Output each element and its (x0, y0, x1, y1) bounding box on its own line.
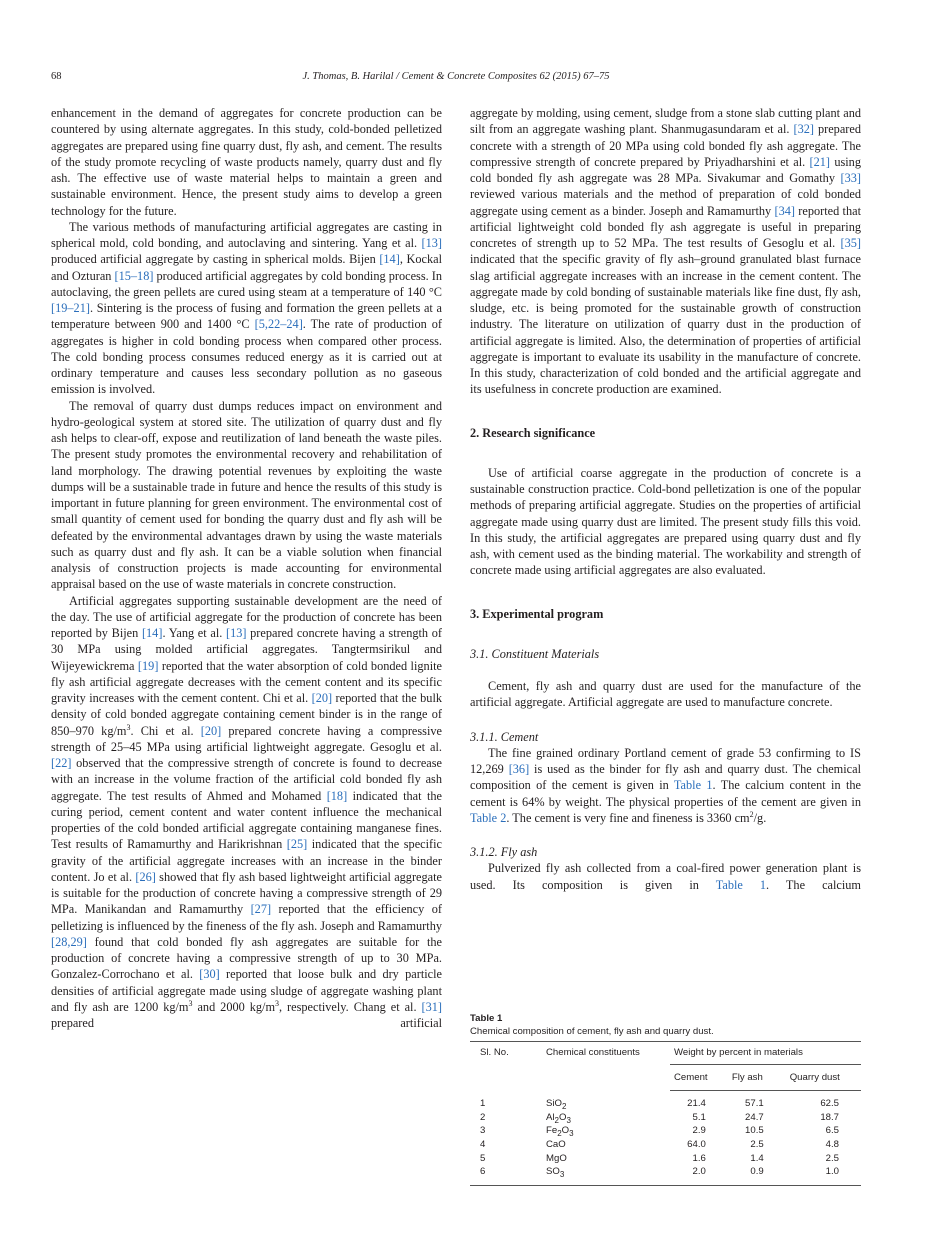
text-run: /g. (753, 810, 767, 825)
superscript: 3 (188, 998, 193, 1008)
header-weight-group: Weight by percent in materials (670, 1042, 861, 1065)
text-run: using cold bonded fly ash aggregate was 28 MPa. Sivakumar and Gomathy (470, 154, 861, 185)
text-run: . The rate of production of aggregates is higher in cold bonding process when compared other process. The cold bonding process consumes reduced energy as it is carried out at ordinary temperature and causes less secondary pollution as no gaseous emission is involved. (51, 317, 442, 397)
text-run: , Kockal and Ozturan (51, 252, 442, 283)
header-cement: Cement (670, 1064, 728, 1091)
section-heading: 3. Experimental program (470, 606, 604, 621)
text-run: reported that artificial lightweight cold bonded fly ash aggregate is useful in preparing concretes of strength up to 52 MPa. The test results of Gesoglu et al. (470, 203, 861, 250)
right-column (470, 105, 861, 893)
cell-constituent (542, 1111, 670, 1125)
header-constituents: Chemical constituents (546, 1047, 640, 1058)
paragraph (470, 465, 861, 579)
cell-quarry-dust: 62.5 (820, 1098, 839, 1110)
formula-subscript: 3 (569, 1129, 574, 1139)
citation-link[interactable]: [27] (250, 902, 272, 917)
header-sl-no: Sl. No. (480, 1047, 509, 1058)
text-run: reported that the bulk density of cold bonded aggregate containing cement binder is in the range of 850–970 kg/m (51, 691, 443, 738)
cell-quarry-dust: 2.5 (825, 1152, 839, 1164)
text-run: prepared artificial (51, 1016, 442, 1030)
text-run: . The calcium content in the cement is 64% by weight. The physical properties of the cement are given in (470, 778, 861, 809)
citation-link[interactable]: [25] (286, 837, 308, 852)
citation-link[interactable]: [5,22–24] (254, 317, 303, 332)
paragraph (51, 398, 442, 593)
citation-link[interactable]: [19–21] (51, 301, 90, 315)
citation-link[interactable]: [13] (421, 236, 442, 250)
paragraph (470, 745, 861, 826)
table-row (470, 1138, 861, 1152)
cell-sl-no: 6 (480, 1166, 486, 1178)
journal-citation: J. Thomas, B. Harilal / Cement & Concrete Composites 62 (2015) 67–75 (302, 71, 610, 82)
citation-link[interactable]: [19] (137, 658, 159, 673)
cell-cement: 5.1 (692, 1111, 706, 1123)
text-run: prepared concrete having a strength of 30 MPa using molded artificial aggregates. Tangtermsirikul and Wijeyewickrema (51, 626, 442, 673)
text-run: The removal of quarry dust dumps reduces impact on environment and hydro-geological system at stored site. The utilization of quarry dust and fly ash helps to clear-off, expose and reutilization of land beneath the waste piles. The present study promotes the environmental recovery and rehabilitation of land morphology. The drawing potential revenues by exploiting the waste dumps will be a sustainable trade in future and hence the results of this study is important in future planning for green environment. The environmental cost of small quantity of cement used for bonding the quarry dust and fly ash will be defeated by the environmental advantages drawn by using the waste materials such as quarry dust and fly ash. It can be a viable solution when financial analysis of construction projects is made accounting for environmental appraisal based on the use of waste materials in concrete construction. (51, 398, 442, 592)
cell-sl-no: 1 (480, 1097, 486, 1109)
text-run: is used as the binder for fly ash and quarry dust. The chemical composition of the cement is given in (470, 762, 861, 793)
text-run: , respectively. Chang et al. (279, 999, 422, 1014)
citation-link[interactable]: Table 1 (673, 778, 713, 793)
table-caption: Chemical composition of cement, fly ash and quarry dust. (470, 1026, 714, 1037)
cell-sl-no: 5 (480, 1152, 486, 1164)
citation-link[interactable]: [20] (311, 691, 333, 705)
subsection-heading: 3.1.1. Cement (470, 729, 539, 744)
table-row (470, 1124, 861, 1138)
superscript: 2 (749, 809, 754, 819)
table-row (470, 1091, 861, 1111)
table-1 (470, 1013, 861, 1186)
cell-constituent (542, 1165, 670, 1185)
citation-link[interactable]: [35] (840, 236, 861, 250)
cell-fly-ash: 2.5 (750, 1138, 764, 1150)
cell-fly-ash: 24.7 (745, 1111, 764, 1123)
header-fly-ash: Fly ash (728, 1064, 786, 1091)
cell-sl-no: 2 (480, 1111, 486, 1123)
citation-link[interactable]: [33] (840, 171, 861, 185)
superscript: 3 (126, 722, 131, 732)
cell-fly-ash: 57.1 (745, 1098, 764, 1110)
section-heading: 2. Research significance (470, 425, 596, 440)
cell-quarry-dust: 1.0 (825, 1166, 839, 1178)
cell-constituent (542, 1124, 670, 1138)
citation-link[interactable]: Table 2 (470, 810, 507, 825)
table-row (470, 1165, 861, 1185)
cell-cement: 1.6 (692, 1152, 706, 1164)
cell-fly-ash: 1.4 (750, 1152, 764, 1164)
text-run: . The cement is very fine and fineness is 3360 cm (506, 810, 750, 825)
formula-subscript: 3 (559, 1170, 565, 1180)
text-run: reported that the efficiency of pelletizing is influenced by the fineness of the fly ash. Joseph and Ramamurthy (51, 902, 442, 933)
chemical-composition-table (470, 1041, 861, 1186)
text-run: indicated that the specific gravity of fly ash–ground granulated blast furnace slag artificial aggregate increases with an increase in the cement content. The aggregate made by cold bonding of sustainable materials like fine dust, fly ash, sludge, etc. is being promoted for the sustainable growth of construction industry. The literature on utilization of quarry dust in the production of artificial aggregate is limited. Also, the determination of properties of artificial aggregate is important to evaluate its usability in the manufacture of concrete. In this study, characterization of cold bonded and the artificial aggregate and its usefulness in concrete production are examined. (470, 252, 861, 397)
cell-quarry-dust: 6.5 (825, 1125, 839, 1137)
text-run: produced artificial aggregate by casting in spherical molds. Bijen (51, 252, 380, 267)
text-run: . The calcium (766, 877, 861, 892)
table-title: Table 1 (470, 1013, 503, 1024)
formula-subscript: 3 (566, 1115, 571, 1125)
text-run: indicated that the curing period, cement content and water content influence the mechanical properties of the cold bonded artificial aggregate containing manganese fines. Test results of Ramamurthy and Harikrishnan (51, 788, 442, 852)
citation-link[interactable]: [20] (200, 723, 222, 738)
citation-link[interactable]: [13] (225, 626, 247, 640)
text-run: prepared concrete having a compressive strength of 25–45 MPa using artificial lightweight aggregate. Gesoglu et al. (51, 723, 442, 754)
formula-part: SO (546, 1166, 560, 1178)
text-run: . Chi et al. (130, 723, 201, 738)
formula-part: Fe (546, 1125, 558, 1137)
cell-sl-no: 3 (480, 1125, 486, 1137)
text-run: Artificial aggregates supporting sustainable development are the need of the day. The use of artificial aggregate for the production of concrete has been reported by Bijen (51, 593, 442, 640)
formula-part: O (558, 1111, 567, 1123)
citation-link[interactable]: [14] (379, 252, 400, 267)
citation-link[interactable]: [36] (508, 762, 530, 776)
citation-link[interactable]: [30] (199, 967, 220, 982)
cell-fly-ash: 10.5 (745, 1125, 764, 1137)
cell-sl-no: 4 (480, 1138, 486, 1150)
citation-link[interactable]: [22] (51, 756, 72, 770)
text-run: The various methods of manufacturing artificial aggregates are casting in spherical mold, cold bonding, and autoclaving and sintering. Yang et al. (51, 219, 442, 250)
citation-link[interactable]: [31] (421, 999, 443, 1014)
cell-fly-ash: 0.9 (750, 1166, 764, 1178)
formula-part: CaO (546, 1138, 566, 1150)
subsection-heading: 3.1. Constituent Materials (470, 646, 600, 661)
citation-link[interactable]: [28,29] (51, 934, 87, 949)
text-run: produced artificial aggregates by cold bonding process. In autoclaving, the green pellets are cured using steam at a temperature of 140 °C (51, 268, 442, 299)
text-run: Use of artificial coarse aggregate in the production of concrete is a sustainable construction practice. Cold-bond pelletization is one of the popular methods of preparing artificial aggregate. Studies on the properties of artificial aggregate made using quarry dust are limited. The present study fills this void. In this study, the artificial aggregates are prepared using quarry dust and fly ash, with cement used as the binding material. The workability and strength of concrete made using artificial aggregates are also evaluated. (470, 465, 861, 578)
formula-subscript: 2 (562, 1101, 567, 1111)
subsection-heading: 3.1.2. Fly ash (470, 845, 538, 859)
cell-quarry-dust: 4.8 (825, 1138, 839, 1150)
paragraph (470, 105, 861, 398)
paragraph (470, 678, 861, 711)
text-run: enhancement in the demand of aggregates for concrete production can be countered by using alternate aggregates. In this study, cold-bonded pelletized aggregates are prepared using fine quarry dust, fly ash, and cement. The results of the study promote recycling of waste products namely, quarry dust and fly ash. The effective use of waste material helps to maintain a green and sustainable environment. Hence, the present study aims to develop a green technology for the future. (51, 106, 442, 218)
text-run: showed that fly ash based lightweight artificial aggregate is suitable for the production of concrete having a compressive strength of 29 MPa. Manikandan and Ramamurthy (51, 869, 442, 917)
text-run: Cement, fly ash and quarry dust are used for the manufacture of the artificial aggregate. Artificial aggregate are used to manufacture concrete. (470, 679, 861, 710)
text-run: aggregate by molding, using cement, sludge from a stone slab cutting plant and silt from an aggregate washing plant. Shanmugasundaram et al. (470, 106, 861, 137)
table-row (470, 1152, 861, 1166)
text-run: . Sintering is the process of fusing and formation the green pellets at a temperature between 900 and 1400 °C (51, 301, 442, 332)
cell-quarry-dust: 18.7 (820, 1111, 839, 1123)
paragraph (51, 219, 442, 398)
formula-subscript: 2 (557, 1129, 562, 1139)
paragraph (51, 593, 442, 1032)
superscript: 3 (275, 998, 280, 1008)
text-run: observed that the compressive strength of concrete is found to decrease with an increase in the volume fraction of the artificial cold bonded fly ash aggregate. The test results of Ahmed and Mohamed (51, 756, 442, 803)
cell-constituent (542, 1091, 670, 1111)
page-number: 68 (51, 71, 62, 82)
header-quarry-dust: Quarry dust (786, 1064, 861, 1091)
text-run: prepared concrete with a strength of 20 MPa using cold bonded fly ash aggregate. The compressive strength of concrete prepared by Priyadharshini et al. (470, 122, 861, 169)
paragraph (51, 105, 442, 219)
citation-link[interactable]: [15–18] (114, 268, 154, 283)
formula-subscript: 2 (554, 1115, 559, 1125)
text-run: found that cold bonded fly ash aggregates are suitable for the production of concrete having a compressive strength of up to 30 MPa. Gonzalez-Corrochano et al. (51, 934, 442, 982)
text-run: indicated that the specific gravity of the artificial aggregate increases with an increase in the binder content. Jo et al. (51, 837, 442, 884)
citation-link[interactable]: [34] (774, 203, 795, 218)
citation-link[interactable]: [32] (793, 122, 814, 137)
citation-link[interactable]: [21] (809, 154, 831, 169)
formula-part: SiO (546, 1097, 562, 1109)
citation-link[interactable]: [18] (326, 788, 348, 803)
citation-link[interactable]: [14] (141, 626, 163, 640)
text-run: reviewed various materials and the method of preparation of cold bonded aggregate using cement as a binder. Joseph and Ramamurthy (470, 187, 861, 218)
text-run: Pulverized fly ash collected from a coal-fired power generation plant is used. Its composition is given in (470, 861, 861, 892)
formula-part: O (561, 1125, 570, 1137)
cell-cement: 2.0 (692, 1166, 706, 1178)
cell-constituent (542, 1138, 670, 1152)
text-run: reported that the water absorption of cold bonded lignite fly ash artificial aggregate decreases with the cement content and its specific gravity increases with the cement content. Chi et al. (51, 658, 442, 705)
cell-cement: 2.9 (692, 1125, 706, 1137)
text-run: reported that loose bulk and dry particle densities of artificial aggregate made using sludge of aggregate washing plant and fly ash are 1200 kg/m (51, 967, 442, 1014)
formula-part: MgO (546, 1152, 567, 1164)
text-run: The fine grained ordinary Portland cement of grade 53 confirming to IS 12,269 (470, 745, 861, 776)
citation-link[interactable]: [26] (135, 869, 156, 884)
text-run: . Yang et al. (162, 626, 226, 640)
cell-cement: 64.0 (687, 1138, 706, 1150)
cell-cement: 21.4 (687, 1098, 706, 1110)
paragraph (470, 860, 861, 893)
formula-part: Al (546, 1111, 555, 1123)
table-row (470, 1111, 861, 1125)
cell-constituent (542, 1152, 670, 1166)
left-column (51, 105, 442, 1031)
citation-link[interactable]: Table 1 (715, 877, 767, 892)
text-run: and 2000 kg/m (192, 999, 276, 1014)
